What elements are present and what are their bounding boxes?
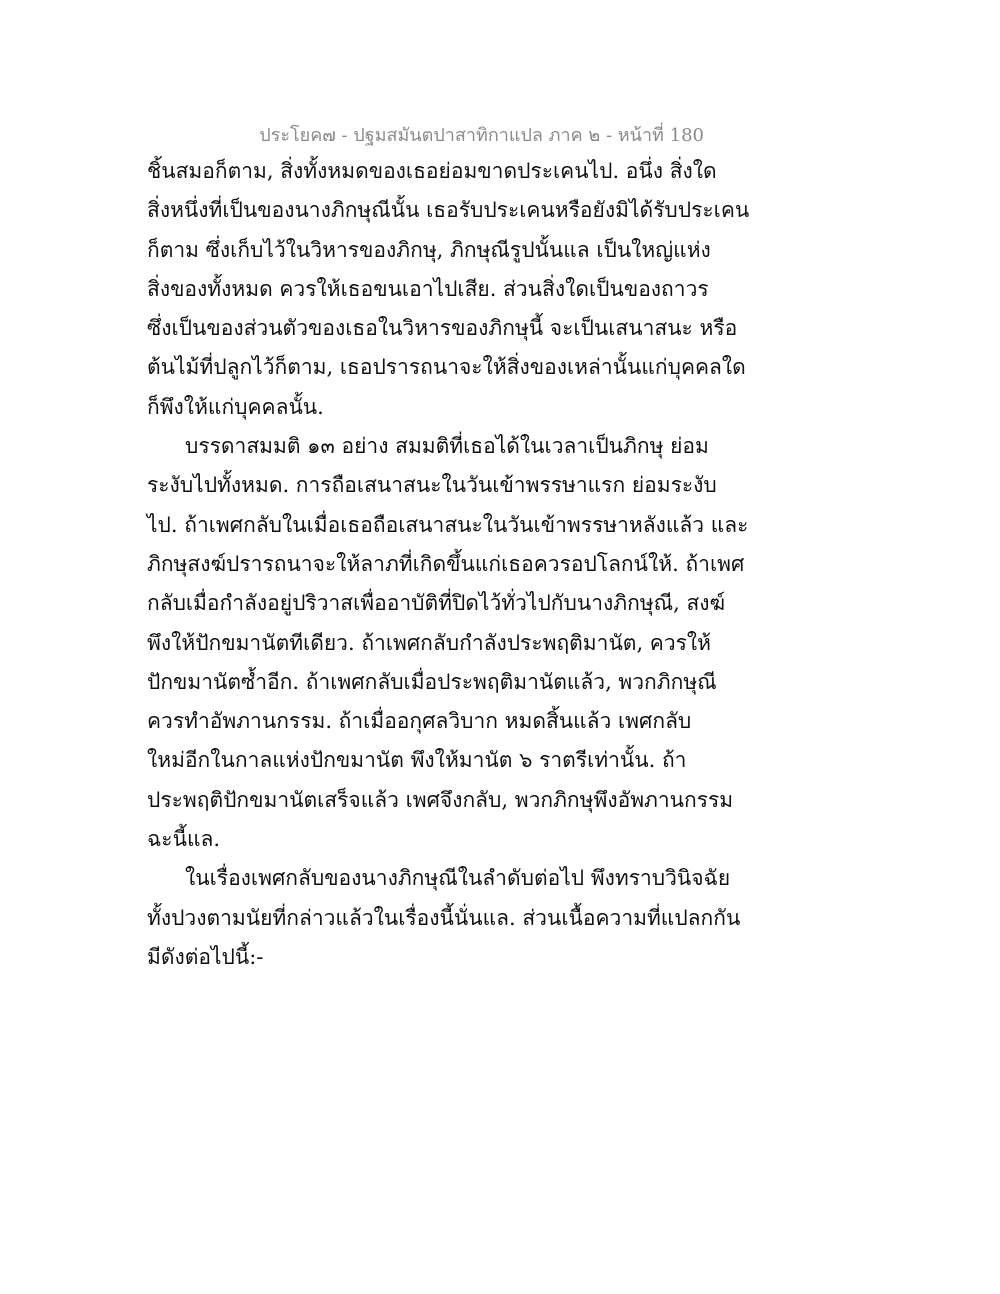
text-line: สิ่งของทั้งหมด ควรให้เธอขนเอาไปเสีย. ส่วนสิ่งใดเป็นของถาวร: [147, 276, 709, 301]
text-line: ทั้งปวงตามนัยที่กล่าวแล้วในเรื่องนี้นั่นแล. ส่วนเนื้อความที่แปลกกัน: [147, 905, 741, 930]
text-line: ใหม่อีกในกาลแห่งปักขมานัต พึงให้มานัต ๖ ราตรีเท่านั้น. ถ้า: [147, 748, 687, 773]
text-line: ประพฤติปักขมานัตเสร็จแล้ว เพศจึงกลับ, พวกภิกษุพึงอัพภานกรรม: [147, 787, 734, 812]
paragraph: [147, 859, 741, 977]
text-line: ก็พึงให้แก่บุคคลนั้น.: [147, 394, 324, 419]
text-line: ชิ้นสมอก็ตาม, สิ่งทั้งหมดของเธอย่อมขาดประเคนไป. อนึ่ง สิ่งใด: [147, 159, 717, 183]
text-line: ไป. ถ้าเพศกลับในเมื่อเธอถือเสนาสนะในวันเข้าพรรษาหลังแล้ว และ: [147, 512, 749, 537]
text-line: ซึ่งเป็นของส่วนตัวของเธอในวิหารของภิกษุนี้ จะเป็นเสนาสนะ หรือ: [147, 316, 738, 341]
running-header: ประโยค๗ - ปฐมสมันตปาสาทิกาแปล ภาค ๒ - หน้าที่ 180: [259, 125, 704, 146]
text-line: บรรดาสมมติ ๑๓ อย่าง สมมติที่เธอได้ในเวลาเป็นภิกษุ ย่อม: [185, 434, 709, 459]
text-line: ภิกษุสงฆ์ปรารถนาจะให้ลาภที่เกิดขึ้นแก่เธอควรอปโลกน์ให้. ถ้าเพศ: [147, 551, 745, 576]
text-line: ควรทำอัพภานกรรม. ถ้าเมื่ออกุศลวิบาก หมดสิ้นแล้ว เพศกลับ: [147, 709, 692, 734]
text-line: พึงให้ปักขมานัตทีเดียว. ถ้าเพศกลับกำลังประพฤติมานัต, ควรให้: [147, 630, 712, 655]
paragraph: [147, 427, 749, 859]
text-line: ปักขมานัตซ้ำอีก. ถ้าเพศกลับเมื่อประพฤติมานัตแล้ว, พวกภิกษุณี: [147, 669, 717, 694]
text-line: มีดังต่อไปนี้:-: [147, 944, 264, 969]
text-line: สิ่งหนึ่งที่เป็นของนางภิกษุณีนั้น เธอรับประเคนหรือยังมิได้รับประเคน: [147, 198, 750, 223]
text-line: กลับเมื่อกำลังอยู่ปริวาสเพื่ออาบัติที่ปิดไว้ทั่วไปกับนางภิกษุณี, สงฆ์: [147, 591, 726, 616]
text-line: ต้นไม้ที่ปลูกไว้ก็ตาม, เธอปรารถนาจะให้สิ่งของเหล่านั้นแก่บุคคลใด: [147, 355, 746, 380]
paragraph: [147, 152, 750, 427]
body-text: [147, 152, 750, 977]
text-line: ในเรื่องเพศกลับของนางภิกษุณีในลำดับต่อไป พึงทราบวินิจฉัย: [185, 866, 731, 891]
text-line: ฉะนี้แล.: [147, 827, 221, 852]
text-line: ก็ตาม ซึ่งเก็บไว้ในวิหารของภิกษุ, ภิกษุณีรูปนั้นแล เป็นใหญ่แห่ง: [147, 237, 711, 262]
text-line: ระงับไปทั้งหมด. การถือเสนาสนะในวันเข้าพรรษาแรก ย่อมระงับ: [147, 473, 717, 498]
